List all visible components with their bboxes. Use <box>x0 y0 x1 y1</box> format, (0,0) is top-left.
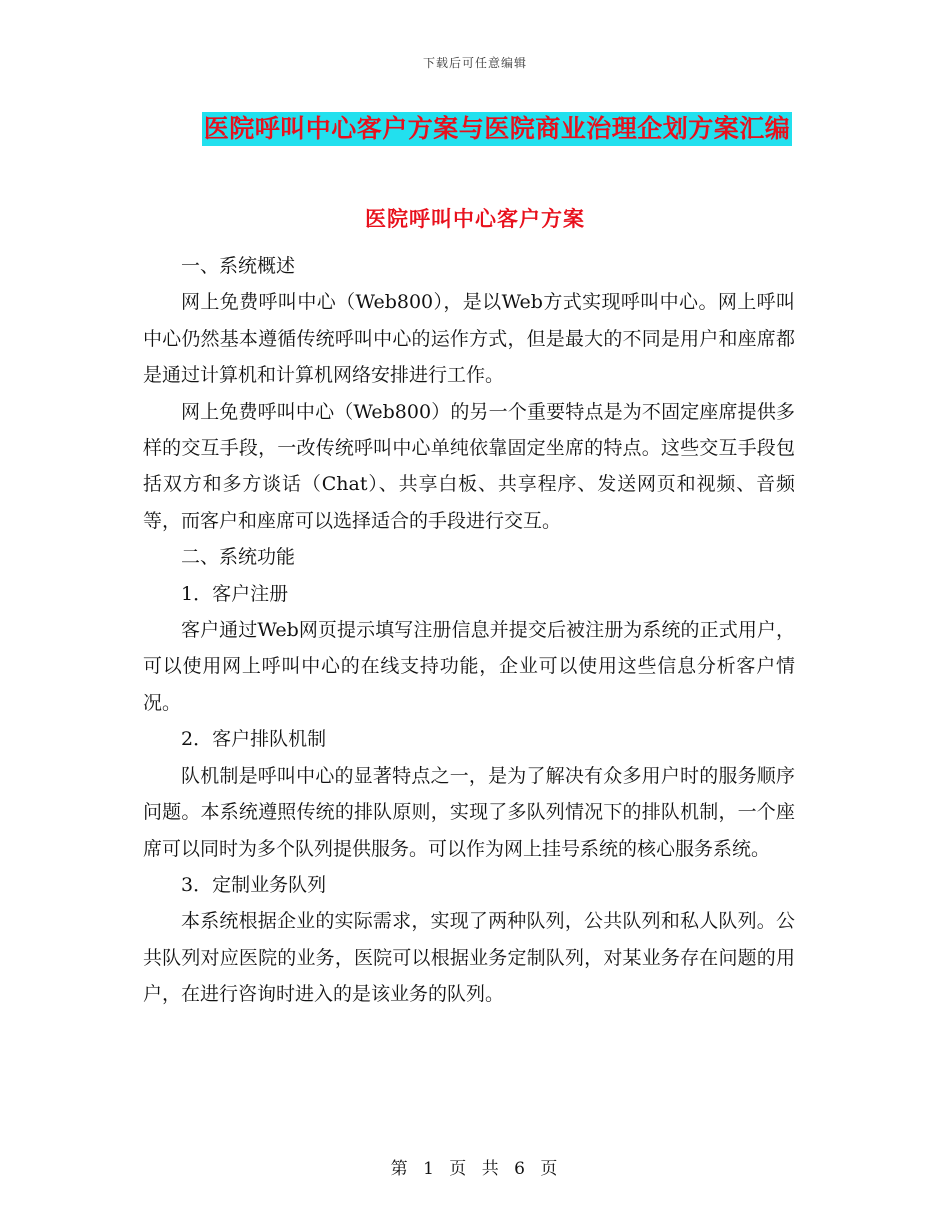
page-number-footer: 第 1 页 共 6 页 <box>390 1159 560 1179</box>
paragraph: 网上免费呼叫中心（Web800），是以Web方式实现呼叫中心。网上呼叫中心仍然基本遵循传统呼叫中心的运作方式，但是最大的不同是用户和座席都是通过计算机和计算机网络安排进行工作。 <box>143 291 795 387</box>
paragraph: 队机制是呼叫中心的显著特点之一，是为了解决有众多用户时的服务顺序问题。本系统遵照传统的排队原则，实现了多队列情况下的排队机制，一个座席可以同时为多个队列提供服务。可以作为网上挂号系统的核心服务系统。 <box>143 764 795 860</box>
header-note: 下载后可任意编辑 <box>422 56 527 70</box>
section-title: 医院呼叫中心客户方案 <box>365 206 585 231</box>
body-text <box>143 248 795 1013</box>
subheading-queue-mechanism: 2．客户排队机制 <box>181 728 327 751</box>
subheading-customer-registration: 1．客户注册 <box>181 582 289 605</box>
paragraph: 本系统根据企业的实际需求，实现了两种队列，公共队列和私人队列。公共队列对应医院的业务，医院可以根据业务定制队列，对某业务存在问题的用户，在进行咨询时进入的是该业务的队列。 <box>143 910 795 1006</box>
subheading-custom-queues: 3．定制业务队列 <box>181 873 327 896</box>
heading-system-functions: 二、系统功能 <box>181 546 296 569</box>
paragraph: 网上免费呼叫中心（Web800）的另一个重要特点是为不固定座席提供多样的交互手段，一改传统呼叫中心单纯依靠固定坐席的特点。这些交互手段包括双方和多方谈话（Chat）、共享白板、共享程序、发送网页和视频、音频等，而客户和座席可以选择适合的手段进行交互。 <box>143 400 795 532</box>
paragraph: 客户通过Web网页提示填写注册信息并提交后被注册为系统的正式用户，可以使用网上呼叫中心的在线支持功能，企业可以使用这些信息分析客户情况。 <box>143 619 795 714</box>
heading-system-overview: 一、系统概述 <box>181 255 296 277</box>
main-title: 医院呼叫中心客户方案与医院商业治理企划方案汇编 <box>202 112 793 146</box>
main-title-container <box>0 112 950 146</box>
